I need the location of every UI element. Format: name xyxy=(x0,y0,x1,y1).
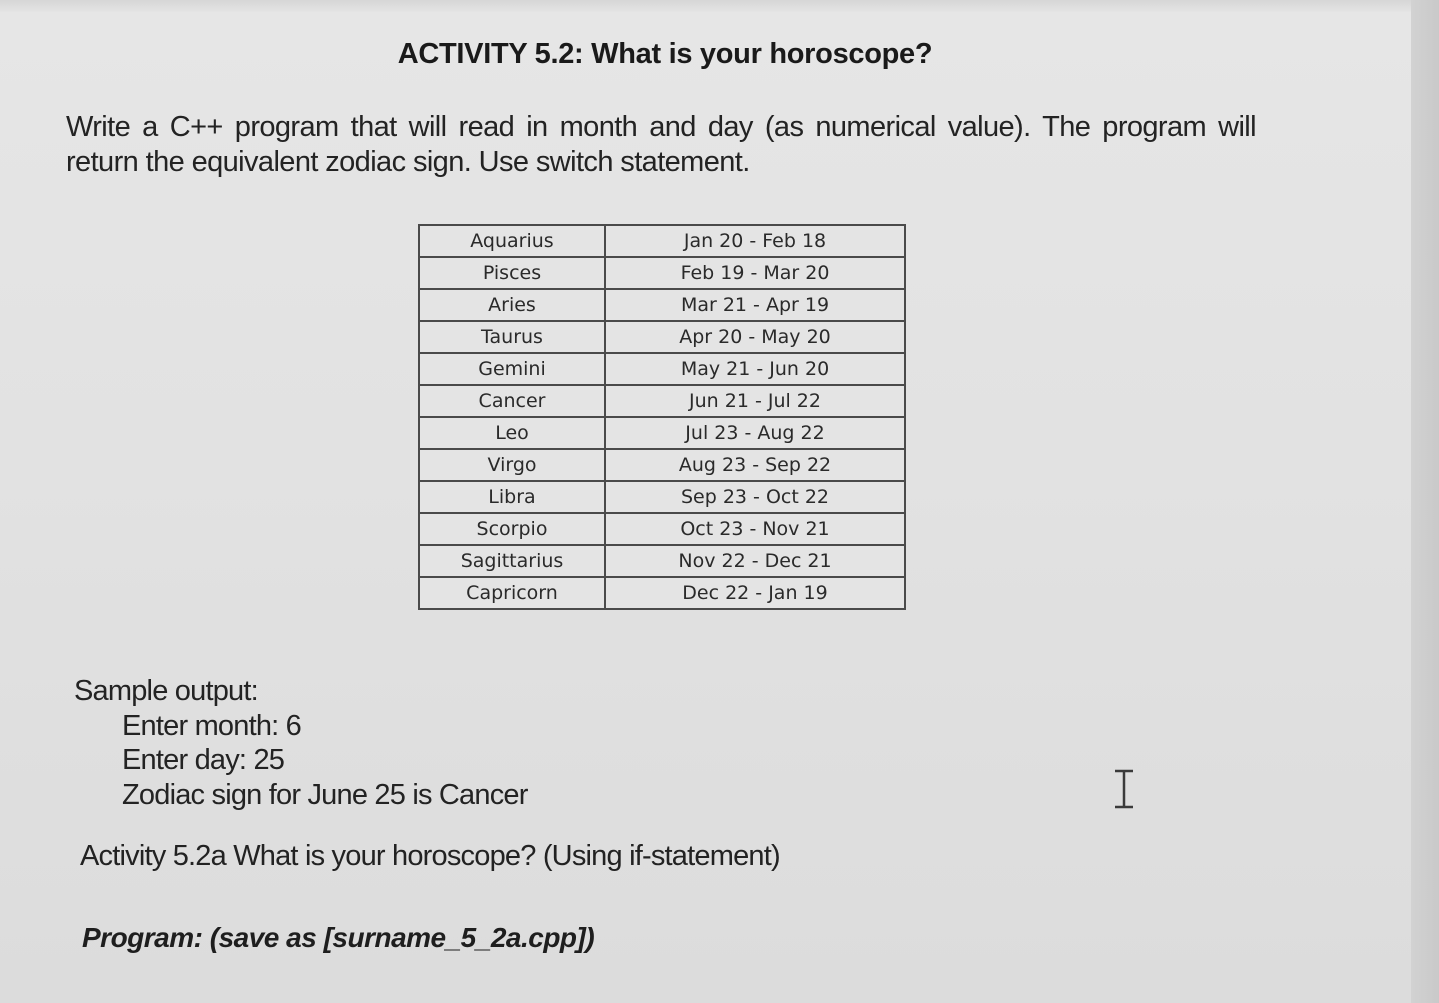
activity-5-2a-heading: Activity 5.2a What is your horoscope? (Using if-statement) xyxy=(80,840,780,872)
activity-title: ACTIVITY 5.2: What is your horoscope? xyxy=(397,38,933,70)
zodiac-date-range-cell: Jan 20 - Feb 18 xyxy=(605,225,905,257)
sample-output-line: Enter month: 6 xyxy=(122,709,302,742)
zodiac-date-range-cell: Feb 19 - Mar 20 xyxy=(605,257,905,289)
zodiac-table-body xyxy=(419,225,905,609)
zodiac-sign-cell: Gemini xyxy=(419,353,605,385)
zodiac-date-range-cell: Mar 21 - Apr 19 xyxy=(605,289,905,321)
screen-right-edge xyxy=(1411,0,1439,1003)
zodiac-sign-cell: Capricorn xyxy=(419,577,605,609)
program-save-note: Program: (save as [surname_5_2a.cpp]) xyxy=(82,922,595,953)
i-beam-cursor-icon xyxy=(1110,768,1138,810)
sample-output-heading: Sample output: xyxy=(74,675,258,707)
zodiac-row xyxy=(419,577,905,609)
zodiac-row xyxy=(419,449,905,481)
zodiac-date-range-cell: May 21 - Jun 20 xyxy=(605,353,905,385)
zodiac-date-range-cell: Aug 23 - Sep 22 xyxy=(605,449,905,481)
zodiac-sign-cell: Libra xyxy=(419,481,605,513)
zodiac-row xyxy=(419,257,905,289)
zodiac-date-range-cell: Oct 23 - Nov 21 xyxy=(605,513,905,545)
zodiac-sign-cell: Taurus xyxy=(419,321,605,353)
zodiac-sign-cell: Leo xyxy=(419,417,605,449)
zodiac-row xyxy=(419,417,905,449)
zodiac-table xyxy=(418,224,906,610)
screen-top-edge xyxy=(0,0,1439,12)
sample-output-line: Zodiac sign for June 25 is Cancer xyxy=(122,778,528,811)
zodiac-row xyxy=(419,513,905,545)
zodiac-date-range-cell: Sep 23 - Oct 22 xyxy=(605,481,905,513)
activity-instructions: Write a C++ program that will read in month and day (as numerical value). The program will return the equivalent zodiac sign. Use switch statement. xyxy=(66,111,1256,178)
zodiac-date-range-cell: Apr 20 - May 20 xyxy=(605,321,905,353)
zodiac-row xyxy=(419,321,905,353)
zodiac-date-range-cell: Dec 22 - Jan 19 xyxy=(605,577,905,609)
zodiac-row xyxy=(419,545,905,577)
zodiac-sign-cell: Pisces xyxy=(419,257,605,289)
zodiac-row xyxy=(419,289,905,321)
zodiac-date-range-cell: Nov 22 - Dec 21 xyxy=(605,545,905,577)
zodiac-row xyxy=(419,353,905,385)
zodiac-sign-cell: Virgo xyxy=(419,449,605,481)
zodiac-sign-cell: Aquarius xyxy=(419,225,605,257)
zodiac-sign-cell: Scorpio xyxy=(419,513,605,545)
sample-output xyxy=(74,674,528,812)
zodiac-row xyxy=(419,385,905,417)
zodiac-row xyxy=(419,481,905,513)
zodiac-date-range-cell: Jun 21 - Jul 22 xyxy=(605,385,905,417)
sample-output-line: Enter day: 25 xyxy=(122,744,285,776)
zodiac-sign-cell: Sagittarius xyxy=(419,545,605,577)
zodiac-date-range-cell: Jul 23 - Aug 22 xyxy=(605,417,905,449)
zodiac-sign-cell: Aries xyxy=(419,289,605,321)
zodiac-sign-cell: Cancer xyxy=(419,385,605,417)
zodiac-row xyxy=(419,225,905,257)
